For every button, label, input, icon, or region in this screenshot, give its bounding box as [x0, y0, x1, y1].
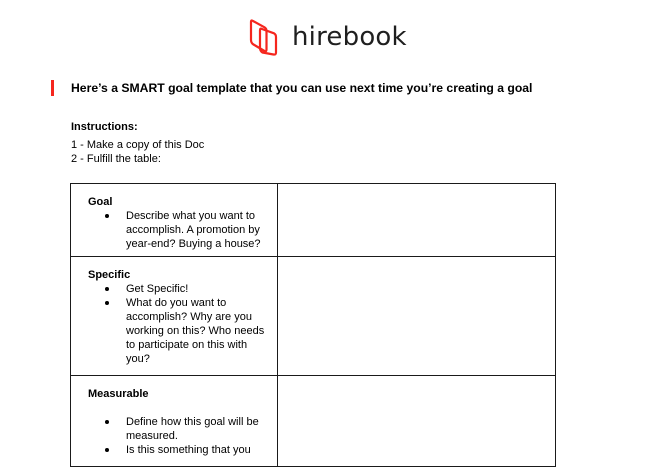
page-heading: Here’s a SMART goal template that you can use next time you’re creating a goal	[71, 81, 533, 95]
instruction-step: 2 - Fulfill the table:	[71, 153, 161, 165]
bullet-dot-icon	[105, 420, 109, 424]
smart-goal-table	[70, 183, 556, 467]
heading-accent-bar	[51, 80, 54, 96]
specific-input-cell[interactable]	[278, 257, 556, 376]
bullet-text: Is this something that you	[126, 444, 251, 456]
specific-label-cell	[71, 257, 278, 376]
bullet-dot-icon	[105, 214, 109, 218]
bullet-text: What do you want to accomplish? Why are you working on this? Who needs to participate on this with you?	[126, 297, 265, 365]
row-title: Measurable	[88, 388, 149, 400]
bullet-item	[88, 443, 266, 457]
goal-input-cell[interactable]	[278, 184, 556, 257]
table-row-goal	[71, 184, 556, 257]
bullet-list	[88, 209, 277, 251]
bullet-item	[88, 209, 266, 251]
brand-logo	[249, 17, 407, 57]
bullet-list	[88, 415, 277, 457]
instruction-step: 1 - Make a copy of this Doc	[71, 139, 205, 151]
hirebook-logo-icon	[249, 17, 279, 57]
bullet-dot-icon	[105, 287, 109, 291]
instructions-list	[71, 138, 204, 166]
brand-name: hirebook	[292, 22, 407, 52]
table-row-specific	[71, 257, 556, 376]
row-title: Specific	[88, 269, 131, 281]
bullet-dot-icon	[105, 448, 109, 452]
bullet-text: Get Specific!	[126, 283, 189, 295]
goal-label-cell	[71, 184, 278, 257]
row-title: Goal	[88, 196, 113, 208]
bullet-item	[88, 282, 266, 296]
bullet-item	[88, 296, 266, 366]
bullet-item	[88, 415, 266, 443]
bullet-text: Describe what you want to accomplish. A promotion by year-end? Buying a house?	[126, 210, 261, 250]
instructions-title: Instructions:	[71, 121, 138, 133]
bullet-list	[88, 282, 277, 366]
bullet-dot-icon	[105, 301, 109, 305]
bullet-text: Define how this goal will be measured.	[126, 416, 259, 442]
